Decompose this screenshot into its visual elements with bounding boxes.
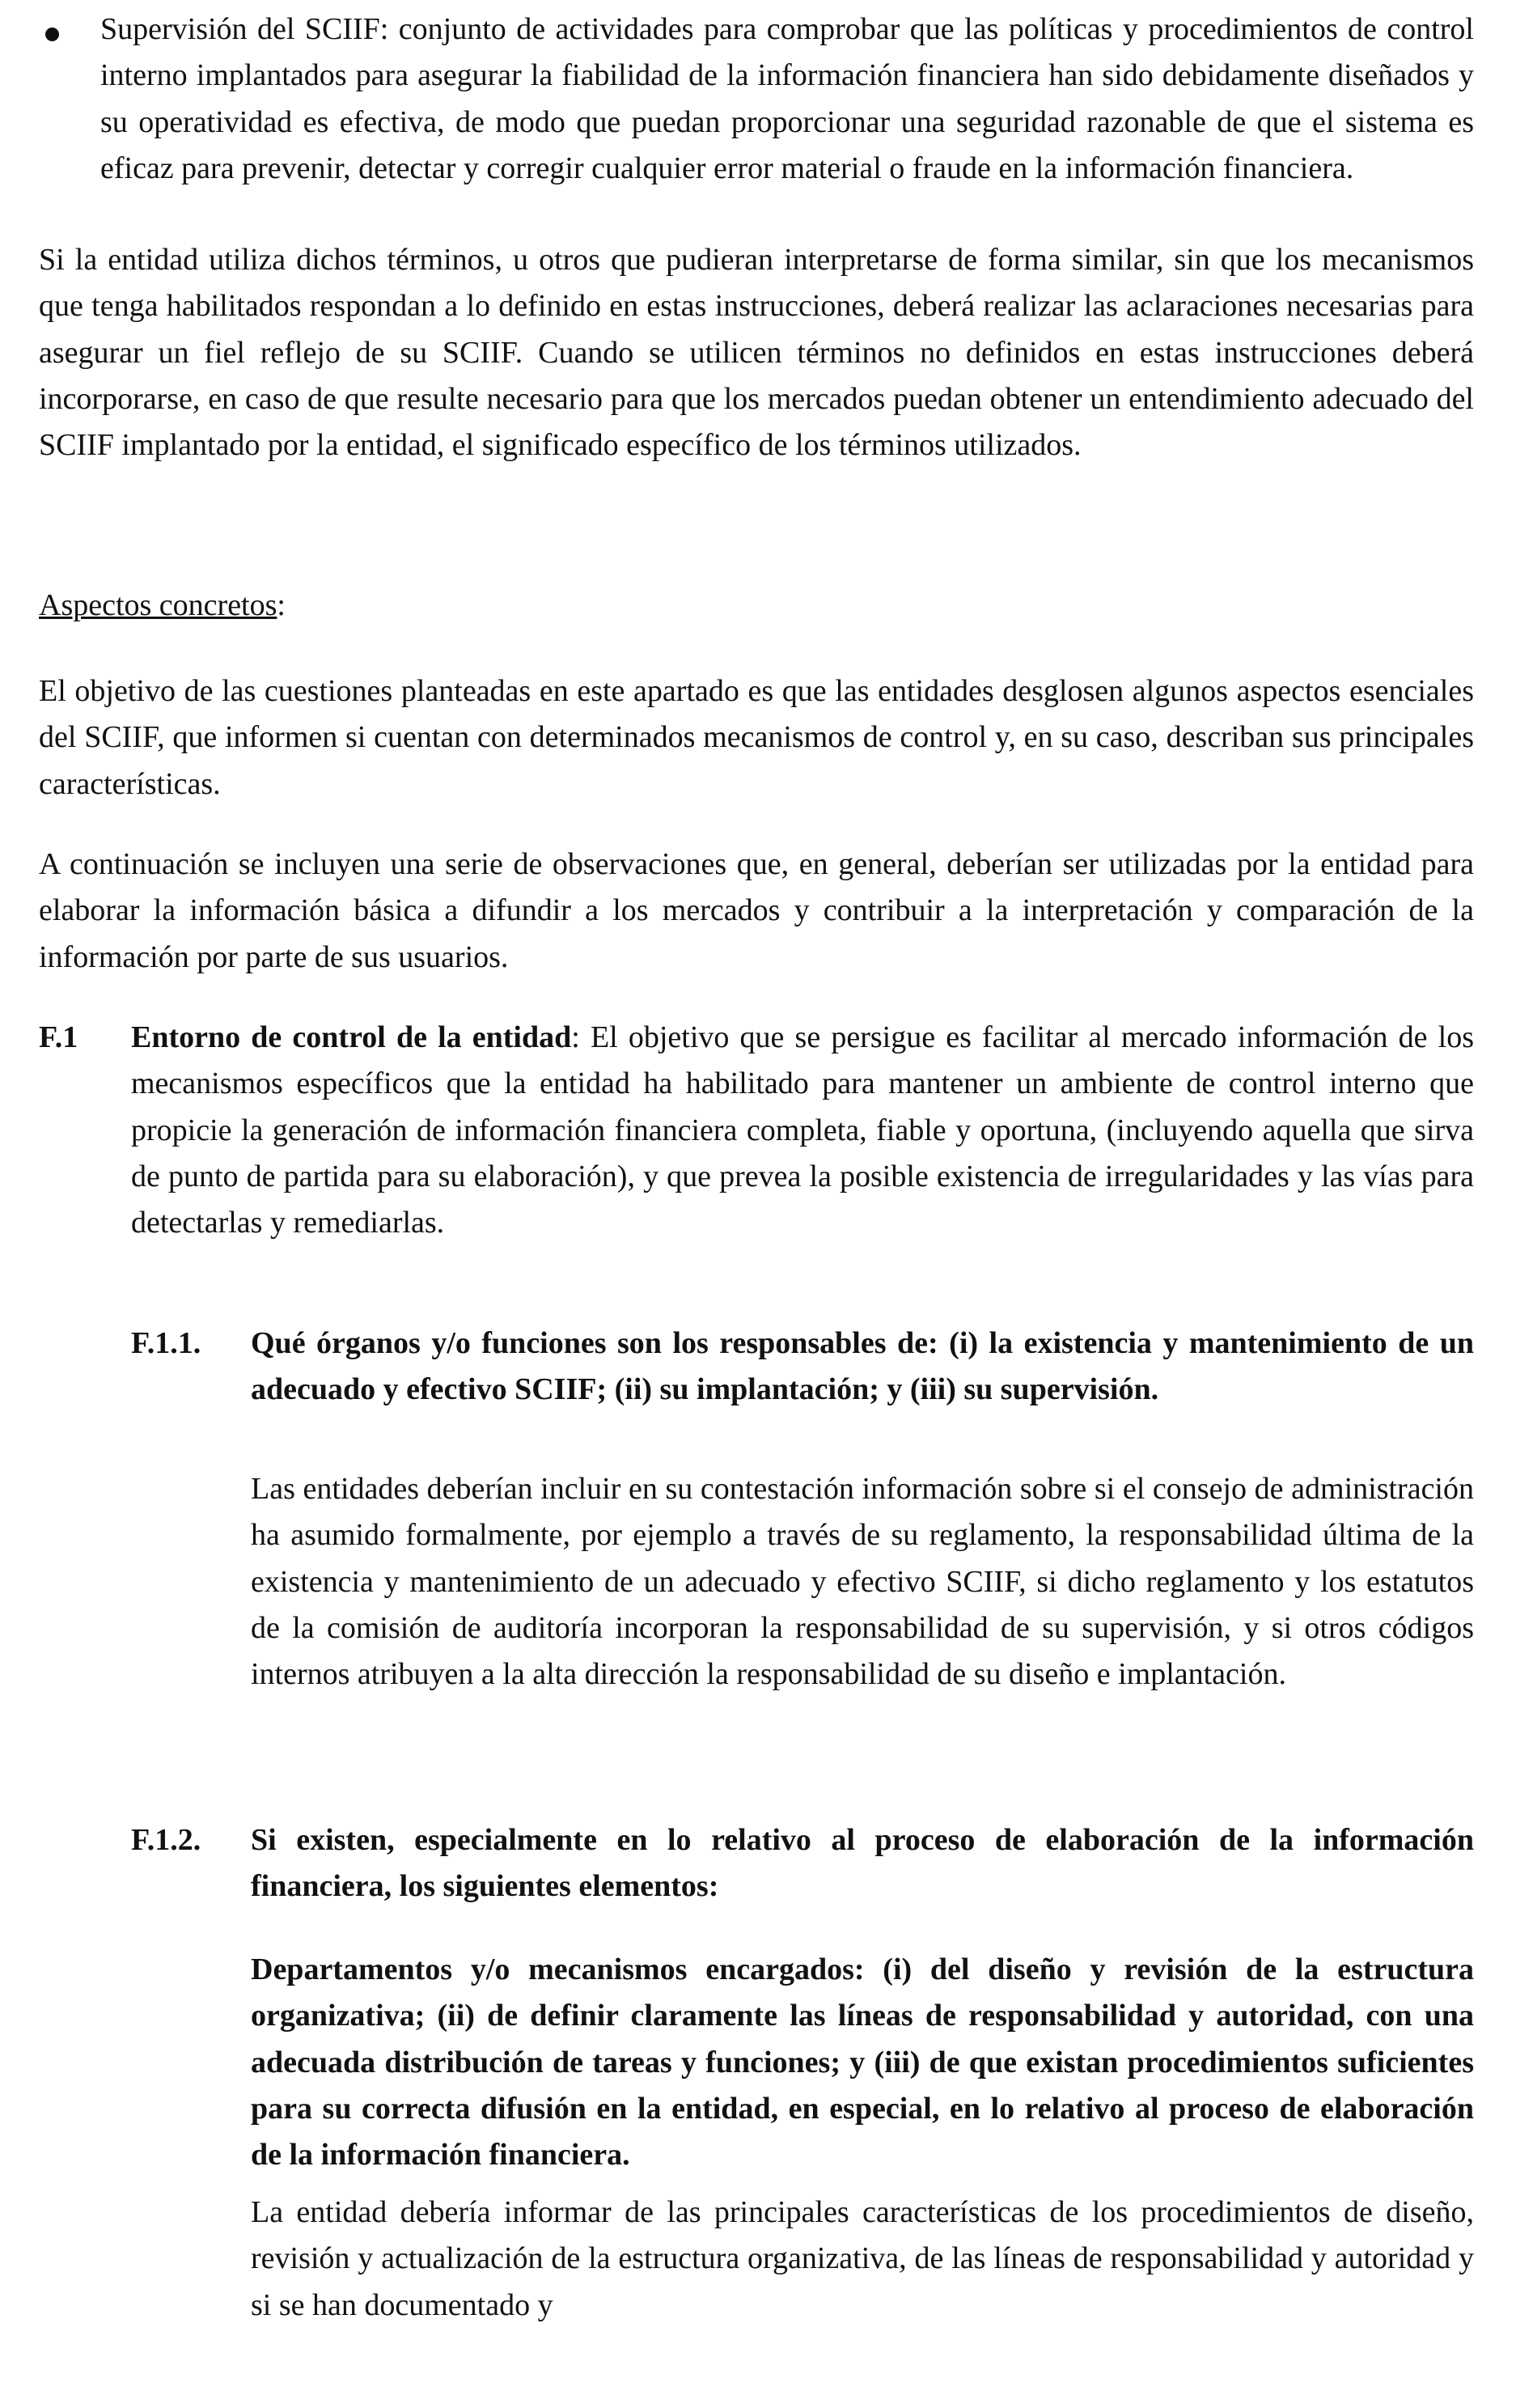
aspectos-heading-label: Aspectos concretos [39,588,277,622]
paragraph-observaciones: A continuación se incluyen una serie de observaciones que, en general, deberían ser utilizadas por la entidad para elaborar la información básica a difundir a los mercados y contribuir a la interpretación y comparación de la información por parte de sus usuarios. [39,847,1474,974]
section-f1-body: : El objetivo que se persigue es facilitar al mercado información de los mecanismos específicos que la entidad ha habilitado para mantener un ambiente de control interno que propicie la generación de información financiera completa, fiable y oportuna, (incluyendo aquella que sirva de punto de partida para su elaboración), y que prevea la posible existencia de irregularidades y las vías para detectarlas y remediarlas. [131,1020,1475,1240]
section-f12-answer: La entidad debería informar de las principales características de los procedimientos de diseño, revisión y actualización de la estructura organizativa, de las líneas de responsabilidad y autoridad y si se han documentado y [251,2195,1474,2322]
section-f11-question: Qué órganos y/o funciones son los responsables de: (i) la existencia y mantenimiento de un adecuado y efectivo SCIIF; (ii) su implantación; y (iii) su supervisión. [251,1326,1474,1407]
section-f11-answer: Las entidades deberían incluir en su contestación información sobre si el consejo de administración ha asumido formalmente, por ejemplo a través de su reglamento, la responsabilidad última de la existencia y mantenimiento de un adecuado y efectivo SCIIF, si dicho reglamento y los estatutos de la comisión de auditoría incorporan la responsabilidad de su supervisión, y si otros códigos internos atribuyen a la alta dirección la responsabilidad de su diseño e implantación. [251,1472,1474,1692]
bullet-marker [45,28,59,41]
section-heading-aspectos [39,583,1474,629]
section-number-f12: F.1.2. [131,1823,201,1857]
paragraph-objetivo: El objetivo de las cuestiones planteadas en este apartado es que las entidades desglosen algunos aspectos esenciales del SCIIF, que informen si cuentan con determinados mecanismos de control y, en su caso, describan sus principales características. [39,674,1474,801]
section-f12-question: Si existen, especialmente en lo relativo al proceso de elaboración de la información financiera, los siguientes elementos: [251,1823,1474,1904]
section-f12-subquestion: Departamentos y/o mecanismos encargados: (i) del diseño y revisión de la estructura organizativa; (ii) de definir claramente las líneas de responsabilidad y autoridad, con una adecuada distribución de tareas y funciones; y (iii) de que existan procedimientos suficientes para su correcta difusión en la entidad, en especial, en lo relativo al proceso de elaboración de la información financiera. [251,1952,1474,2173]
section-f1-text [131,1015,1474,1246]
section-number-f1: F.1 [39,1020,78,1054]
paragraph-terms: Si la entidad utiliza dichos términos, u otros que pudieran interpretarse de forma similar, sin que los mecanismos que tenga habilitados respondan a lo definido en estas instrucciones, deberá realizar las aclaraciones necesarias para asegurar un fiel reflejo de su SCIIF. Cuando se utilicen términos no definidos en estas instrucciones deberá incorporarse, en caso de que resulte necesario para que los mercados puedan obtener un entendimiento adecuado del SCIIF implantado por la entidad, el significado específico de los términos utilizados. [39,243,1474,463]
aspectos-heading-colon: : [277,588,286,622]
bullet-supervision-text: Supervisión del SCIIF: conjunto de actividades para comprobar que las políticas y procedimientos de control interno implantados para asegurar la fiabilidad de la información financiera han sido debidamente diseñados y su operatividad es efectiva, de modo que puedan proporcionar una seguridad razonable de que el sistema es eficaz para prevenir, detectar y corregir cualquier error material o fraude en la información financiera. [100,12,1474,185]
section-number-f11: F.1.1. [131,1326,201,1360]
section-f1-title: Entorno de control de la entidad [131,1020,572,1054]
